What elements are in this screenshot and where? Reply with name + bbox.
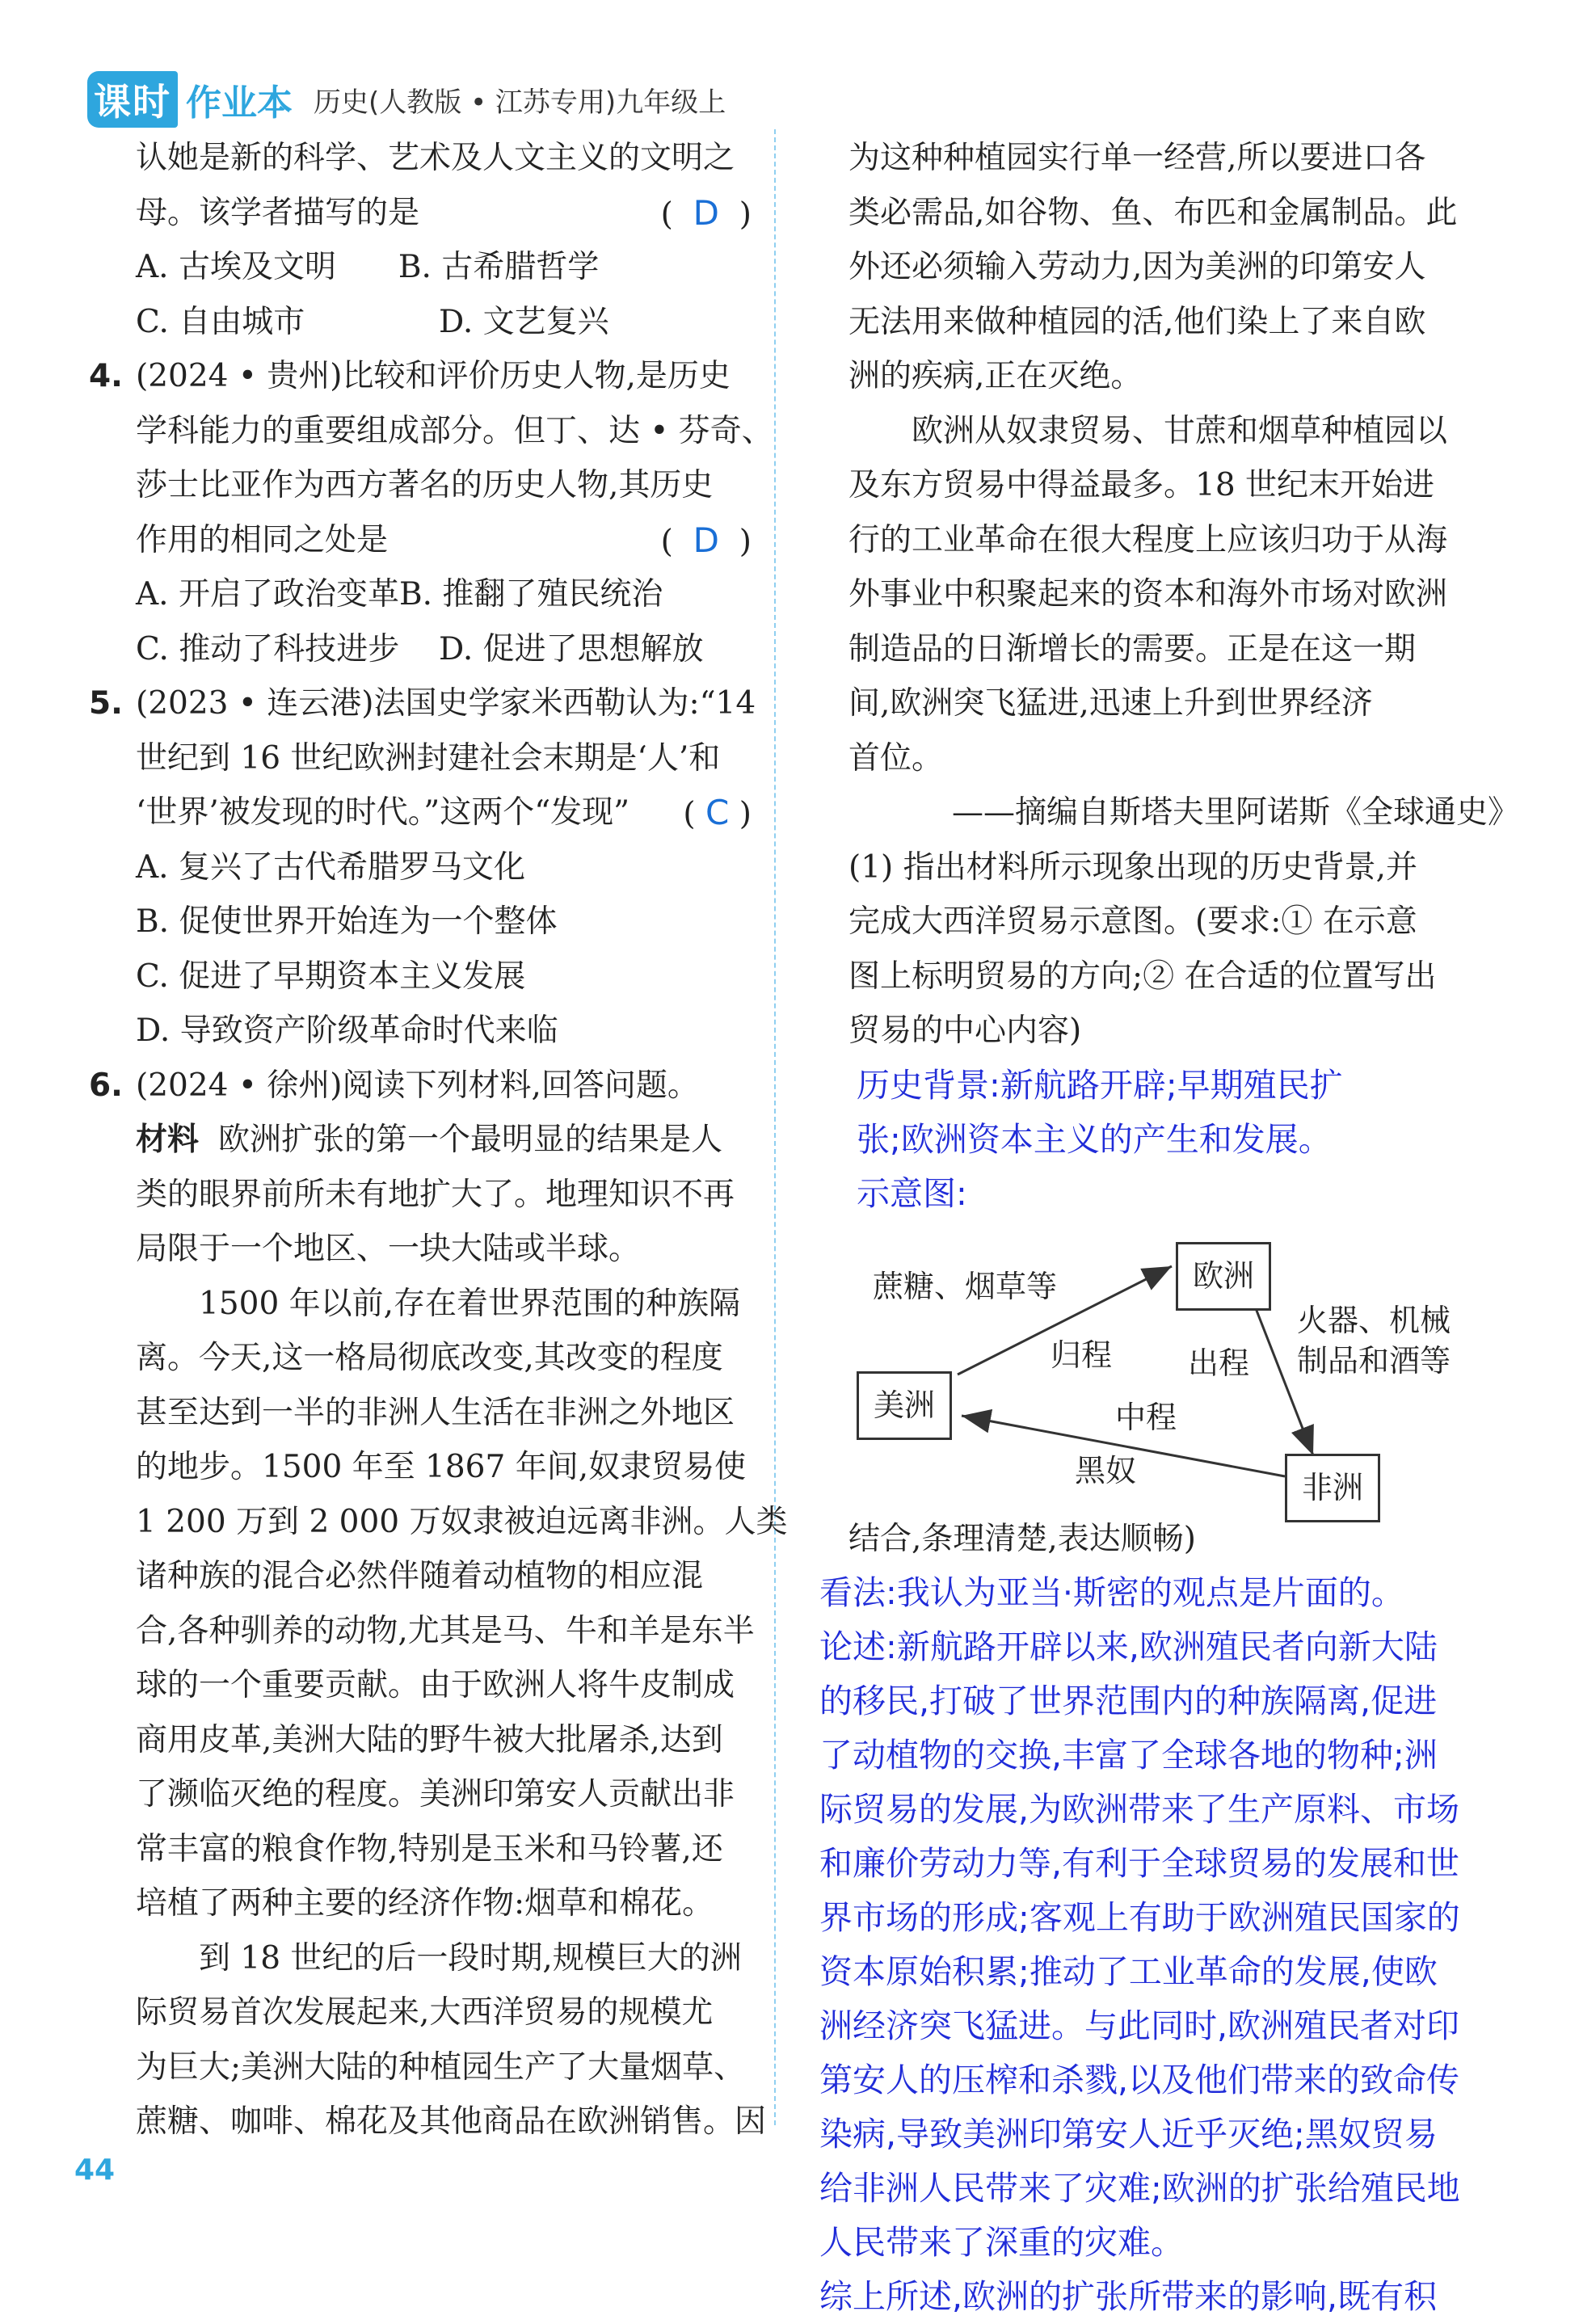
logo-badge: 课时 <box>87 71 178 128</box>
text-line <box>89 349 752 404</box>
material-source: ——摘编自斯塔夫里阿诺斯《全球通史》 <box>951 794 1519 831</box>
question-title: (2024 • 徐州)阅读下列材料,回答问题。 <box>136 1067 699 1104</box>
option-b: B. 促使世界开始连为一个整体 <box>136 903 558 940</box>
page-header <box>87 71 726 128</box>
options-row <box>136 567 661 622</box>
options-row <box>136 622 752 677</box>
text-line: 及东方贸易中得益最多。18 世纪末开始进 <box>848 467 1435 503</box>
outbound-goods-label-2: 制品和酒等 <box>1297 1342 1451 1379</box>
text-line: 离。今天,这一格局彻底改变,其改变的程度 <box>136 1340 723 1376</box>
text-line: 1500 年以前,存在着世界范围的种族隔 <box>199 1285 741 1322</box>
text-line: 贸易的中心内容) <box>848 1013 1082 1049</box>
text-line: (1) 指出材料所示现象出现的历史背景,并 <box>848 848 1418 886</box>
text-span: 欧洲扩张的第一个最明显的结果是人 <box>218 1122 723 1158</box>
option-b: B. 推翻了殖民统治 <box>398 576 663 613</box>
option-a: A. 开启了政治变革 <box>136 576 399 613</box>
answer-line: 的移民,打破了世界范围内的种族隔离,促进 <box>819 1682 1438 1720</box>
answer-bracket: ( C ) <box>683 793 752 832</box>
text-line: 首位。 <box>848 739 944 777</box>
material-label: 材料 <box>136 1121 200 1158</box>
text-line: 行的工业革命在很大程度上应该归功于从海 <box>848 521 1448 558</box>
text-line: 外事业中积聚起来的资本和海外市场对欧洲 <box>848 576 1448 613</box>
material-continued <box>848 131 1519 840</box>
answer-mark: D <box>693 520 719 560</box>
answer-mark: C <box>705 793 730 832</box>
text-line: 常丰富的粮食作物,特别是玉米和马铃薯,还 <box>136 1830 723 1867</box>
text-line: 商用皮革,美洲大陆的野牛被大批屠杀,达到 <box>136 1721 723 1758</box>
outbound-leg-label: 出程 <box>1188 1345 1250 1381</box>
answer-2 <box>819 1566 1522 2324</box>
text-line: 了濒临灭绝的程度。美洲印第安人贡献出非 <box>136 1776 735 1812</box>
text-line: 类必需品,如谷物、鱼、布匹和金属制品。此 <box>848 194 1458 231</box>
text-line: 外还必须输入劳动力,因为美洲的印第安人 <box>848 249 1426 285</box>
text-line <box>89 676 756 731</box>
option-a: A. 古埃及文明 <box>136 249 336 285</box>
question-number: 5. <box>89 685 123 722</box>
top-goods-label: 蔗糖、烟草等 <box>873 1268 1058 1304</box>
text-line: 的地步。1500 年至 1867 年间,奴隶贸易使 <box>136 1449 747 1485</box>
text-line: 间,欧洲突飞猛进,迅速上升到世界经济 <box>848 685 1373 722</box>
text-span: (2024 • 贵州)比较和评价历史人物,是历史 <box>136 358 731 394</box>
question-4 <box>89 349 773 676</box>
text-line: 洲的疾病,正在灭绝。 <box>848 358 1143 394</box>
answer-line: 第安人的压榨和杀戮,以及他们带来的致命传 <box>819 2061 1460 2099</box>
atlantic-trade-diagram <box>848 1227 1511 1510</box>
text-line: 到 18 世纪的后一段时期,规模巨大的洲 <box>199 1939 742 1977</box>
answer-line: 和廉价劳动力等,有利于全球贸易的发展和世 <box>819 1844 1460 1883</box>
text-line <box>136 513 752 568</box>
slave-label: 黑奴 <box>1075 1452 1137 1488</box>
answer-line: 际贸易的发展,为欧洲带来了生产原料、市场 <box>819 1790 1460 1829</box>
answer-line: 示意图: <box>857 1173 967 1213</box>
text-line: 制造品的日渐增长的需要。正是在这一期 <box>848 630 1417 667</box>
answer-line: 界市场的形成;客观上有助于欧洲殖民国家的 <box>819 1898 1460 1937</box>
text-span: 母。该学者描写的是 <box>136 194 420 231</box>
answer-line: 张;欧洲资本主义的产生和发展。 <box>857 1119 1332 1159</box>
text-line <box>89 1059 752 1114</box>
column-divider <box>774 129 776 2125</box>
text-line: 为这种种植园实行单一经营,所以要进口各 <box>848 140 1426 176</box>
text-line: 学科能力的重要组成部分。但丁、达 • 芬奇、 <box>136 412 773 449</box>
text-line: 无法用来做种植园的活,他们染上了来自欧 <box>848 303 1426 340</box>
logo-text: 作业本 <box>186 82 293 124</box>
text-line: 际贸易首次发展起来,大西洋贸易的规模尤 <box>136 1994 714 2031</box>
left-column <box>89 131 788 2149</box>
question-number: 4. <box>89 358 123 394</box>
text-span: 作用的相同之处是 <box>136 521 389 558</box>
text-line: 结合,条理清楚,表达顺畅) <box>848 1520 1197 1557</box>
options-row <box>136 240 661 295</box>
text-line: 蔗糖、咖啡、棉花及其他商品在欧洲销售。因 <box>136 2103 767 2140</box>
option-b: B. 古希腊哲学 <box>398 249 600 285</box>
question-5 <box>89 676 756 1059</box>
text-line: 1 200 万到 2 000 万奴隶被迫远离非洲。人类 <box>136 1503 788 1540</box>
answer-line: 综上所述,欧洲的扩张所带来的影响,既有积 <box>819 2277 1438 2316</box>
material <box>89 1113 788 2149</box>
sub-question-1 <box>848 840 1519 1059</box>
answer-line: 论述:新航路开辟以来,欧洲殖民者向新大陆 <box>819 1627 1438 1666</box>
text-line: 欧洲从奴隶贸易、甘蔗和烟草种植园以 <box>912 412 1448 449</box>
answer-line: 了动植物的交换,丰富了全球各地的物种;洲 <box>819 1736 1438 1775</box>
answer-line: 看法:我认为亚当·斯密的观点是片面的。 <box>819 1573 1404 1612</box>
answer-1 <box>848 1059 1519 1221</box>
option-c: C. 推动了科技进步 <box>136 630 400 667</box>
africa-box: 非洲 <box>1285 1454 1380 1523</box>
right-column <box>819 131 1519 2324</box>
option-d: D. 导致资产阶级革命时代来临 <box>136 1013 558 1049</box>
answer-line: 人民带来了深重的灾难。 <box>819 2223 1184 2262</box>
text-line: 诸种族的混合必然伴随着动植物的相应混 <box>136 1558 704 1594</box>
text-line <box>136 186 752 241</box>
answer-line: 洲经济突飞猛进。与此同时,欧洲殖民者对印 <box>819 2006 1460 2045</box>
question-number: 6. <box>89 1067 123 1104</box>
question-3-continued <box>89 131 752 349</box>
text-span: ‘世界’被发现的时代。”这两个“发现” <box>136 794 630 831</box>
text-line: 类的眼界前所未有地扩大了。地理知识不再 <box>136 1176 735 1213</box>
text-line: 莎士比亚作为西方著名的历史人物,其历史 <box>136 467 714 503</box>
text-line: 为巨大;美洲大陆的种植园生产了大量烟草、 <box>136 2048 746 2086</box>
answer-line: 给非洲人民带来了灾难;欧洲的扩张给殖民地 <box>819 2169 1460 2208</box>
text-line: 认她是新的科学、艺术及人文主义的文明之 <box>136 140 735 176</box>
question-6 <box>89 1059 788 2149</box>
text-line: 球的一个重要贡献。由于欧洲人将牛皮制成 <box>136 1667 735 1703</box>
text-line: 世纪到 16 世纪欧洲封建社会末期是‘人’和 <box>136 739 721 777</box>
answer-bracket: ( D ) <box>660 520 752 560</box>
answer-line: 资本原始积累;推动了工业革命的发展,使欧 <box>819 1952 1438 1991</box>
option-a: A. 复兴了古代希腊罗马文化 <box>136 848 525 886</box>
answer-line: 染病,导致美洲印第安人近乎灭绝;黑奴贸易 <box>819 2115 1438 2153</box>
text-line: 局限于一个地区、一块大陆或半球。 <box>136 1231 641 1267</box>
america-box: 美洲 <box>857 1371 952 1441</box>
text-line <box>136 1113 752 1168</box>
answer-line: 历史背景:新航路开辟;早期殖民扩 <box>857 1065 1343 1105</box>
option-c: C. 自由城市 <box>136 303 305 340</box>
option-d: D. 促进了思想解放 <box>439 630 704 667</box>
text-line: 图上标明贸易的方向;② 在合适的位置写出 <box>848 958 1437 995</box>
outbound-goods-label-1: 火器、机械 <box>1297 1302 1451 1338</box>
return-leg-label: 归程 <box>1051 1337 1113 1373</box>
europe-box: 欧洲 <box>1176 1242 1271 1311</box>
question-body <box>89 404 773 677</box>
answer-mark: D <box>693 192 719 233</box>
page-number: 44 <box>74 2153 116 2187</box>
answer-bracket: ( D ) <box>660 192 752 233</box>
option-c: C. 促进了早期资本主义发展 <box>136 958 526 995</box>
text-line: 完成大西洋贸易示意图。(要求:① 在示意 <box>848 903 1417 940</box>
middle-leg-label: 中程 <box>1115 1399 1177 1435</box>
text-line: 合,各种驯养的动物,尤其是马、牛和羊是东半 <box>136 1612 755 1649</box>
book-subtitle: 历史(人教版 • 江苏专用)九年级上 <box>314 86 726 119</box>
option-d: D. 文艺复兴 <box>439 303 609 340</box>
brand-logo <box>87 71 293 128</box>
text-line: 培植了两种主要的经济作物:烟草和棉花。 <box>136 1885 714 1922</box>
text-line: 甚至达到一半的非洲人生活在非洲之外地区 <box>136 1394 735 1431</box>
options-row <box>136 295 752 350</box>
question-body <box>89 731 752 1059</box>
text-span: (2023 • 连云港)法国史学家米西勒认为:“14 <box>136 685 756 722</box>
text-line <box>136 785 752 840</box>
